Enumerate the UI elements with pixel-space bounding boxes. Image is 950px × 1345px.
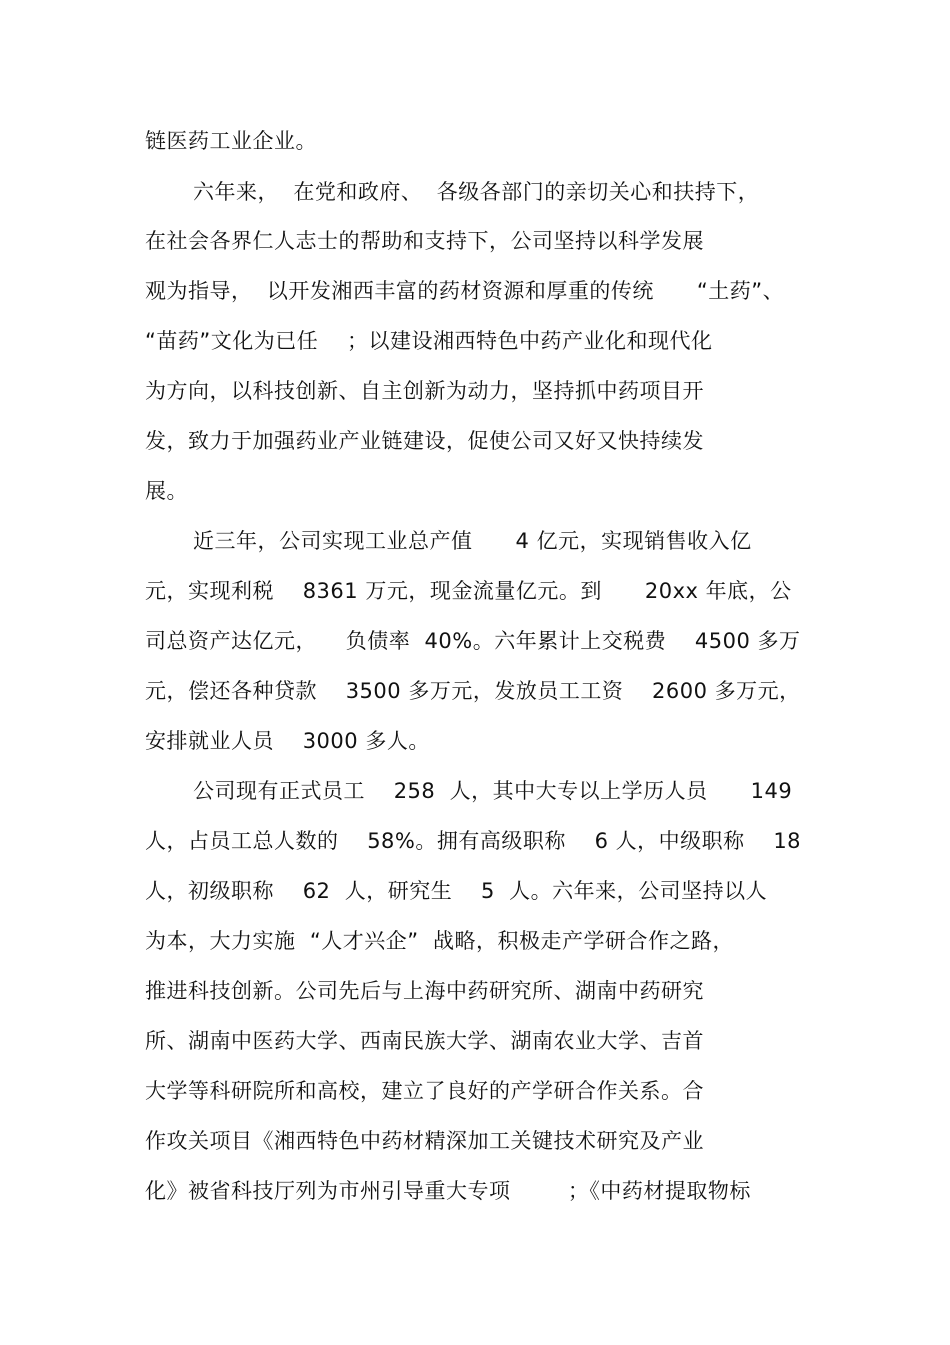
- text-line-7: 发，致力于加强药业产业链建设，促使公司又好又快持续发: [145, 429, 704, 453]
- text-line-18: 推进科技创新。公司先后与上海中药研究所、湖南中药研究: [145, 979, 704, 1003]
- text-line-5: “苗药”文化为已任 ；以建设湘西特色中药产业化和现代化: [145, 329, 713, 353]
- text-line-4: 观为指导， 以开发湘西丰富的药材资源和厚重的传统 “土药”、: [145, 279, 785, 303]
- text-line-2: 六年来， 在党和政府、 各级各部门的亲切关心和扶持下，: [193, 180, 760, 204]
- text-line-13: 安排就业人员 3000 多人。: [145, 729, 430, 753]
- text-line-14: 公司现有正式员工 258 人，其中大专以上学历人员 149: [193, 779, 793, 803]
- text-line-9: 近三年，公司实现工业总产值 4 亿元，实现销售收入亿: [193, 529, 752, 553]
- text-line-8: 展。: [145, 479, 188, 503]
- text-line-17: 为本，大力实施 “人才兴企” 战略，积极走产学研合作之路，: [145, 929, 734, 953]
- text-line-6: 为方向，以科技创新、自主创新为动力，坚持抓中药项目开: [145, 379, 704, 403]
- text-line-15: 人，占员工总人数的 58%。拥有高级职称 6 人，中级职称 18: [145, 829, 802, 853]
- text-line-11: 司总资产达亿元， 负债率 40%。六年累计上交税费 4500 多万: [145, 629, 801, 653]
- text-line-21: 作攻关项目《湘西特色中药材精深加工关键技术研究及产业: [145, 1129, 704, 1153]
- text-line-16: 人，初级职称 62 人，研究生 5 人。六年来，公司坚持以人: [145, 879, 768, 903]
- text-line-1: 链医药工业企业。: [145, 129, 317, 153]
- text-line-19: 所、湖南中医药大学、西南民族大学、湖南农业大学、吉首: [145, 1029, 704, 1053]
- text-line-22: 化》被省科技厅列为市州引导重大专项 ；《中药材提取物标: [145, 1179, 751, 1203]
- text-line-20: 大学等科研院所和高校，建立了良好的产学研合作关系。合: [145, 1079, 704, 1103]
- text-line-3: 在社会各界仁人志士的帮助和支持下，公司坚持以科学发展: [145, 229, 704, 253]
- text-line-12: 元，偿还各种贷款 3500 多万元，发放员工工资 2600 多万元，: [145, 679, 801, 703]
- text-line-10: 元，实现利税 8361 万元，现金流量亿元。到 20xx 年底，公: [145, 579, 792, 603]
